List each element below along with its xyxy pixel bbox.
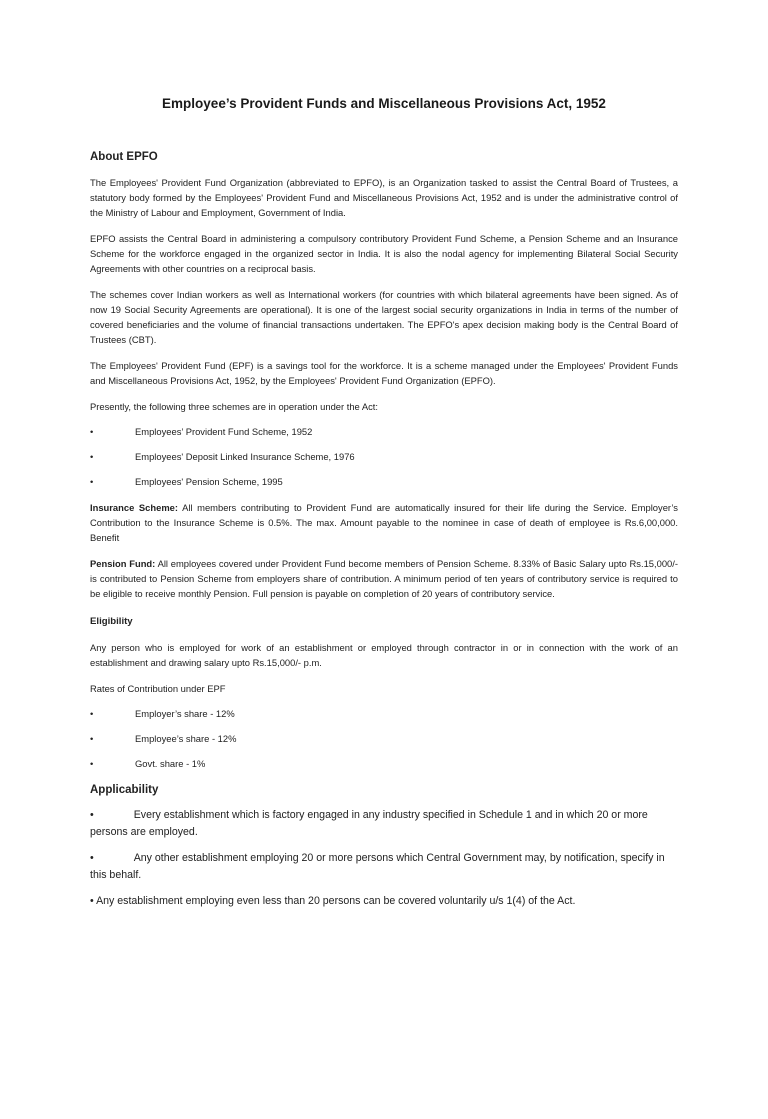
rate-label: Govt. share - 1%: [135, 758, 206, 769]
scheme-label: Employees' Pension Scheme, 1995: [135, 476, 283, 487]
list-item: [90, 424, 678, 439]
insurance-paragraph: [90, 500, 678, 545]
scheme-label: Employees’ Provident Fund Scheme, 1952: [135, 426, 313, 437]
schemes-intro: Presently, the following three schemes are in operation under the Act:: [90, 401, 379, 412]
eligibility-heading: Eligibility: [90, 616, 133, 627]
eligibility-paragraph: Any person who is employed for work of an establishment or employed through contractor in or in connection with the work of an establishment and drawing salary upto Rs.15,000/- p.m.: [90, 642, 678, 668]
about-paragraph-1: The Employees' Provident Fund Organization (abbreviated to EPFO), is an Organization tasked to assist the Central Board of Trustees, a statutory body formed by the Employees' Provident Fund and Miscellaneous Provisions Act, 1952 and is under the administrative control of the Ministry of Labour and Employment, Government of India.: [90, 177, 678, 218]
bullet-marker: •: [90, 451, 94, 462]
pension-paragraph: [90, 556, 678, 601]
document-title: Employee’s Provident Funds and Miscellaneous Provisions Act, 1952: [162, 96, 606, 111]
list-item: [90, 756, 678, 771]
applicability-item-3: • Any establishment employing even less than 20 persons can be covered voluntarily u/s 1(4) of the Act.: [90, 895, 576, 907]
list-item: [90, 807, 678, 841]
list-item: [90, 731, 678, 746]
insurance-label: Insurance Scheme:: [90, 502, 178, 513]
list-item: [90, 850, 678, 884]
applicability-item-2: Any other establishment employing 20 or more persons which Central Government may, by notification, specify in this behalf.: [90, 852, 665, 881]
scheme-label: Employees' Deposit Linked Insurance Scheme, 1976: [135, 451, 355, 462]
pension-label: Pension Fund:: [90, 558, 156, 569]
bullet-marker: •: [90, 426, 94, 437]
bullet-marker: •: [90, 758, 94, 769]
bullet-marker: •: [90, 733, 94, 744]
applicability-item-1: Every establishment which is factory engaged in any industry specified in Schedule 1 and in which 20 or more persons are employed.: [90, 809, 648, 838]
applicability-heading: Applicability: [90, 784, 159, 796]
document-page: [0, 95, 768, 1119]
about-paragraph-2: EPFO assists the Central Board in administering a compulsory contributory Provident Fund Scheme, a Pension Scheme and an Insurance Scheme for the workforce engaged in the organized sector in India. It is also the nodal agency for implementing Bilateral Social Security Agreements with other countries on a reciprocal basis.: [90, 233, 678, 274]
bullet-marker: •: [90, 809, 94, 821]
pension-text: All employees covered under Provident Fund become members of Pension Scheme. 8.33% of Basic Salary upto Rs.15,000/- is contributed to Pension Scheme from employers share of contribution. A minimum period of ten years of contributory service is required to be eligible to receive monthly Pension. Full pension is payable on completion of 20 years of contributory service.: [90, 558, 678, 599]
about-heading: About EPFO: [90, 151, 158, 163]
about-paragraph-3: The schemes cover Indian workers as well as International workers (for countries with which bilateral agreements have been signed. As of now 19 Social Security Agreements are operational). It is one of the largest social security organizations in India in terms of the number of covered beneficiaries and the volume of financial transactions undertaken. The EPFO's apex decision making body is the Central Board of Trustees (CBT).: [90, 289, 678, 345]
bullet-marker: •: [90, 708, 94, 719]
rate-label: Employer’s share - 12%: [135, 708, 235, 719]
bullet-marker: •: [90, 852, 94, 864]
list-item: [90, 706, 678, 721]
insurance-text: All members contributing to Provident Fund are automatically insured for their life during the Service. Employer’s Contribution to the Insurance Scheme is 0.5%. The max. Amount payable to the nominee in case of death of employee is Rs.6,00,000. Benefit: [90, 502, 678, 543]
about-paragraph-4: The Employees' Provident Fund (EPF) is a savings tool for the workforce. It is a scheme managed under the Employees' Provident Funds and Miscellaneous Provisions Act, 1952, by the Employees' Provident Fund Organization (EPFO).: [90, 360, 678, 386]
list-item: [90, 449, 678, 464]
bullet-marker: •: [90, 476, 94, 487]
rate-label: Employee’s share - 12%: [135, 733, 237, 744]
rates-heading: Rates of Contribution under EPF: [90, 683, 226, 694]
list-item: [90, 474, 678, 489]
